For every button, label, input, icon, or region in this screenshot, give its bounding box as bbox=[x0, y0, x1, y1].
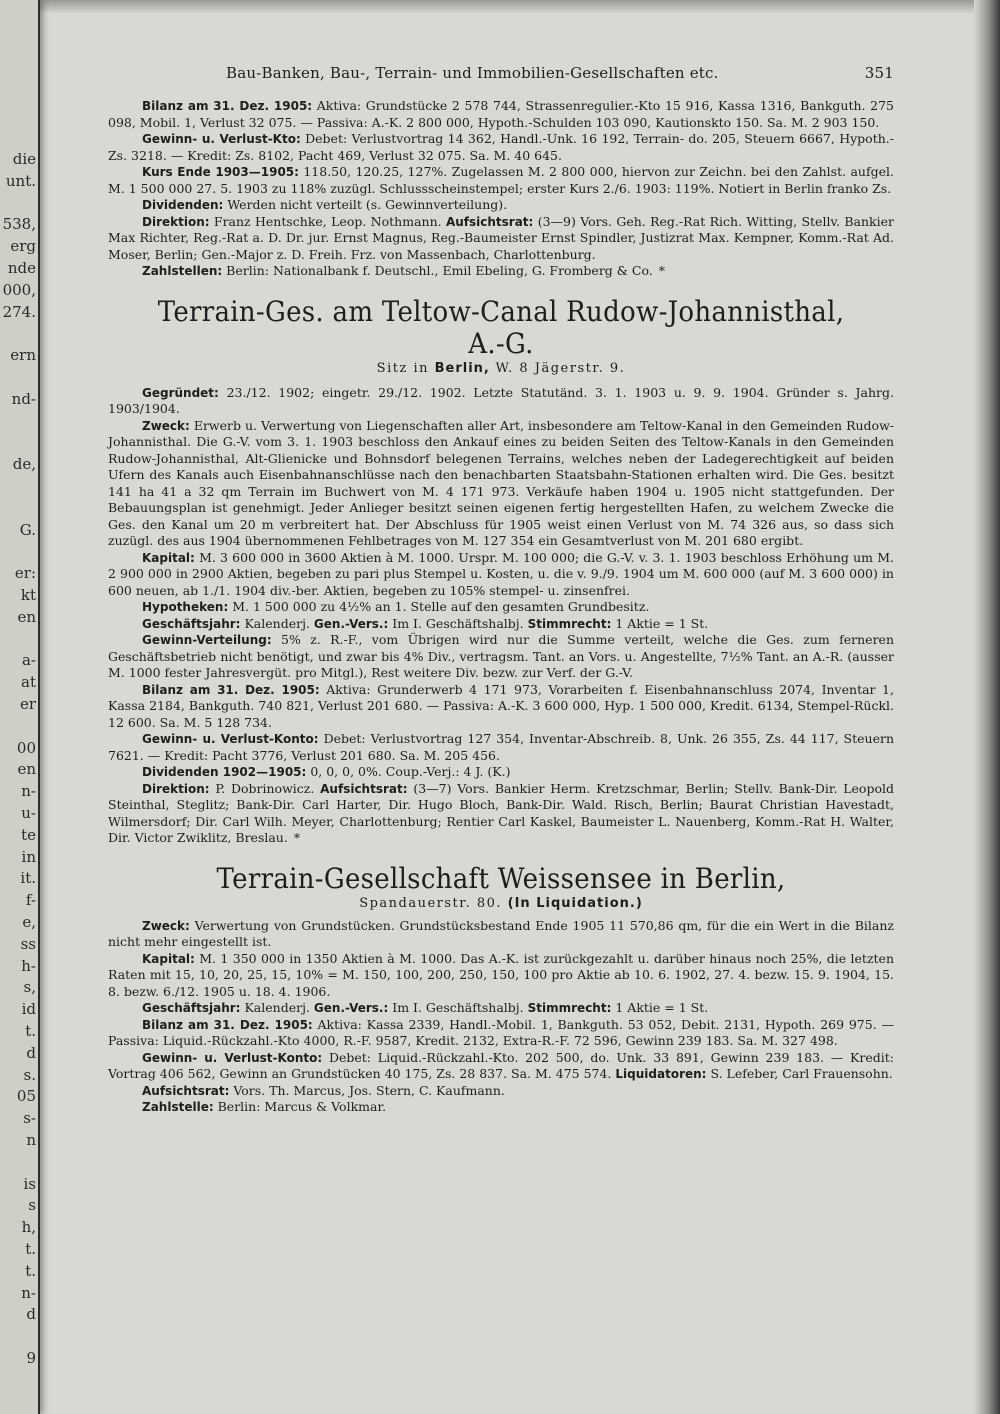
facing-page-fragment: en bbox=[17, 760, 36, 779]
facing-page-fragment: d bbox=[26, 1043, 36, 1062]
facing-page-fragment: erg bbox=[10, 237, 36, 256]
teltow-gegruendet: Gegründet: 23./12. 1902; eingetr. 29./12. 1902. Letzte Statutänd. 3. 1. 1903 u. 9. 9. 1904. Gründer s. Jahrg. 1903/1904. bbox=[108, 384, 894, 416]
facing-page-fragment: u- bbox=[21, 804, 36, 822]
prev-kurs: Kurs Ende 1903—1905: 118.50, 120.25, 127%. Zugelassen M. 2 800 000, hiervon zur Zeichn. bei den Zahlst. aufgel. M. 1 500 000 27. 5. 1903 zu 118% zuzügl. Schlussscheinstempel; erster Kurs 2./6. 1903: 119%. Notiert in Berlin franko Zs. bbox=[108, 164, 894, 196]
weissensee-guv: Gewinn- u. Verlust-Konto: Debet: Liquid.-Rückzahl.-Kto. 202 500, do. Unk. 33 891, Gewinn 239 183. — Kredit: Vortrag 406 562, Gewinn an Grundstücken 40 175, Zs. 28 837. Sa. M. 475 574. Liquidatoren: S. Lefeber, Carl Frauensohn. bbox=[108, 1049, 894, 1081]
facing-page-fragment: unt. bbox=[5, 171, 36, 190]
facing-page-fragment: t. bbox=[25, 1240, 36, 1258]
weissensee-aufsichtsrat: Aufsichtsrat: Vors. Th. Marcus, Jos. Stern, C. Kaufmann. bbox=[142, 1082, 505, 1098]
weissensee-bilanz: Bilanz am 31. Dez. 1905: Aktiva: Kassa 2339, Handl.-Mobil. 1, Bankguth. 53 052, Debit. 2131, Hypoth. 269 975. — Passiva: Liquid.-Rückzahl.-Kto 4000, R.-F. 9587, Kredit. 2132, Extra-R.-F. 72 596, Gewinn 239 183. Sa. M. 327 498. bbox=[108, 1016, 894, 1048]
entry-end-star: * bbox=[658, 263, 665, 278]
facing-page-fragment: h- bbox=[21, 956, 36, 975]
facing-page-fragment: in bbox=[21, 847, 36, 866]
facing-page-fragment: a- bbox=[21, 651, 36, 670]
facing-page-fragment: 000, bbox=[2, 280, 36, 299]
teltow-guv: Gewinn- u. Verlust-Konto: Debet: Verlustvortrag 127 354, Inventar-Abschreib. 8, Unk. 26 355, Zs. 44 117, Steuern 7621. — Kredit: Pacht 3776, Verlust 201 680. Sa. M. 205 456. bbox=[108, 731, 894, 763]
facing-page-fragment: ss bbox=[20, 934, 36, 953]
facing-page-fragment: at bbox=[21, 673, 36, 692]
facing-page-fragment: nde bbox=[7, 259, 36, 277]
teltow-geschaeftsjahr: Geschäftsjahr: Kalenderj. Gen.-Vers.: Im I. Geschäftshalbj. Stimmrecht: 1 Aktie = 1 St. bbox=[142, 615, 709, 631]
prev-direktion: Direktion: Franz Hentschke, Leop. Nothmann. Aufsichtsrat: (3—9) Vors. Geh. Reg.-Rat Rich. Witting, Stellv. Bankier Max Richter, Reg.-Rat a. D. Dr. jur. Ernst Magnus, Reg.-Baumeister Ernst Spindler, Justizrat Max. Kempner, Komm.-Rat Ad. Moser, Berlin; Gen.-Major z. D. Freih. Frz. von Massenbach, Charlottenburg. bbox=[108, 213, 894, 262]
prev-zahlstellen: Zahlstellen: Berlin: Nationalbank f. Deutschl., Emil Ebeling, G. Fromberg & Co. * bbox=[142, 263, 665, 278]
previous-page-edge bbox=[0, 0, 40, 1414]
facing-page-fragment: 9 bbox=[26, 1349, 36, 1367]
facing-page-fragment: n- bbox=[21, 1283, 36, 1302]
facing-page-fragment: e, bbox=[22, 913, 36, 931]
facing-page-fragment: 538, bbox=[2, 215, 36, 234]
prev-guv: Gewinn- u. Verlust-Kto: Debet: Verlustvortrag 14 362, Handl.-Unk. 16 192, Terrain- do. 205, Steuern 6667, Hypoth.-Zs. 3218. — Kredit: Zs. 8102, Pacht 469, Verlust 32 075. Sa. M. 40 645. bbox=[108, 131, 894, 163]
facing-page-fragment: n- bbox=[21, 782, 36, 801]
weissensee-entry bbox=[108, 918, 894, 1116]
prev-bilanz: Bilanz am 31. Dez. 1905: Aktiva: Grundstücke 2 578 744, Strassenregulier.-Kto 15 916, Kassa 1316, Bankguth. 275 098, Mobil. 1, Verlust 32 075. — Passiva: A.-K. 2 800 000, Hypoth.-Schulden 103 090, Kautionskto 150. Sa. M. 2 903 150. bbox=[108, 98, 894, 130]
facing-page-fragment: s- bbox=[23, 1109, 36, 1128]
facing-page-fragment: er bbox=[19, 695, 36, 713]
facing-page-fragment: 05 bbox=[16, 1087, 36, 1106]
page-content bbox=[108, 62, 894, 1116]
weissensee-zahlstelle: Zahlstelle: Berlin: Marcus & Volkmar. bbox=[142, 1099, 387, 1114]
teltow-bilanz: Bilanz am 31. Dez. 1905: Aktiva: Grunderwerb 4 171 973, Vorarbeiten f. Eisenbahnanschluss 2074, Inventar 1, Kassa 2184, Bankguth. 740 821, Verlust 201 680. — Passiva: A.-K. 3 600 000, Hyp. 1 500 000, Kredit. 6134, Stempel-Rückl. 12 600. Sa. M. 5 128 734. bbox=[108, 681, 894, 730]
page-number: 351 bbox=[864, 64, 894, 82]
prev-dividenden: Dividenden: Werden nicht verteilt (s. Gewinnverteilung). bbox=[142, 197, 508, 212]
entry-end-star: * bbox=[293, 830, 301, 845]
facing-page-fragment: t. bbox=[25, 1261, 36, 1280]
running-title: Bau-Banken, Bau-, Terrain- und Immobilien-Gesellschaften etc. bbox=[226, 64, 719, 82]
teltow-zweck: Zweck: Erwerb u. Verwertung von Liegenschaften aller Art, insbesondere am Teltow-Kanal in den Gemeinden Rudow-Johannisthal. Die G.-V. vom 3. 1. 1903 beschloss den Ankauf eines zu beiden Seiten des Teltow-Kanals in den Gemeinden Rudow-Johannisthal, Alt-Glienicke und Bohnsdorf belegenen Terrains, welches neben der Ladegerechtigkeit auf beiden Ufern des Kanals auch Eisenbahnanschlüsse nach den benachbarten Staatsbahn-Stationen erhalten wird. Die Ges. besitzt 141 ha 41 a 32 qm Terrain im Buchwert von M. 4 171 973. Verkäufe haben 1904 u. 1905 nicht stattgefunden. Der Bebauungsplan ist genehmigt. Jeder Anlieger besitzt seinen eigenen fertig hergestellten Hafen, zu welchem Zwecke die Ges. den Kanal um 20 m verbreitert hat. Der Abschluss für 1905 weist einen Verlust von M. 74 326 aus, so dass sich zuzügl. des aus 1904 übernommenen Fehlbetrages von M. 127 354 ein Gesamtverlust von M. 201 680 ergibt. bbox=[108, 417, 894, 548]
facing-page-fragment: G. bbox=[19, 520, 36, 539]
facing-page-fragment: h, bbox=[21, 1218, 36, 1237]
teltow-direktion: Direktion: P. Dobrinowicz. Aufsichtsrat: (3—7) Vors. Bankier Herm. Kretzschmar, Berlin; Stellv. Bank-Dir. Leopold Steinthal, Steglitz; Bank-Dir. Carl Harter, Dir. Hugo Bloch, Bank-Dir. Wald. Risch, Berlin; Baurat Christian Havestadt, Wilmersdorf; Dir. Carl Wilh. Meyer, Charlottenburg; Rentier Carl Kaskel, Baumeister L. Nauenberg, Komm.-Rat H. Walter, Dir. Victor Zwiklitz, Breslau. * bbox=[108, 780, 894, 845]
facing-page-fragment: f- bbox=[25, 891, 36, 910]
previous-entry bbox=[108, 98, 894, 280]
right-edge-shadow bbox=[974, 0, 1000, 1414]
facing-page-fragment: 00 bbox=[16, 738, 36, 757]
top-edge-shadow bbox=[38, 0, 1000, 14]
teltow-title: Terrain-Ges. am Teltow-Canal Rudow-Johannisthal, A.-G. bbox=[157, 294, 845, 360]
facing-page-fragment: s. bbox=[23, 1065, 36, 1084]
facing-page-fragment: de, bbox=[12, 455, 36, 474]
weissensee-seat: Spandauerstr. 80. (In Liquidation.) bbox=[359, 895, 643, 911]
facing-page-fragment: id bbox=[21, 1000, 36, 1019]
teltow-kapital: Kapital: M. 3 600 000 in 3600 Aktien à M. 1000. Urspr. M. 100 000; die G.-V. v. 3. 1. 1903 beschloss Erhöhung um M. 2 900 000 in 2900 Aktien, begeben zu pari plus Stempel u. Kosten, u. die v. 9./9. 1904 um M. 600 000 (auf M. 3 600 000) in 600 neuen, ab 1./1. 1904 div.-ber. Aktien, begeben zu 105% stempel- u. zinsenfrei. bbox=[108, 549, 894, 598]
facing-page-fragment: 274. bbox=[2, 302, 36, 321]
facing-page-fragment: en bbox=[17, 607, 36, 626]
weissensee-geschaeftsjahr: Geschäftsjahr: Kalenderj. Gen.-Vers.: Im I. Geschäftshalbj. Stimmrecht: 1 Aktie = 1 St. bbox=[142, 1000, 709, 1015]
teltow-gewinnverteilung: Gewinn-Verteilung: 5% z. R.-F., vom Übrigen wird nur die Summe verteilt, welche die Ges. zum ferneren Geschäftsbetrieb nicht benötigt, und zwar bis 4% Div., vertragsm. Tant. an Vors. u. Angestellte, 7½% Tant. an A.-R. (ausser M. 1000 fester Jahresvergüt. pro Mitgl.), Rest weitere Div. bezw. zur Verf. der G.-V. bbox=[108, 632, 894, 680]
weissensee-zweck: Zweck: Verwertung von Grundstücken. Grundstücksbestand Ende 1905 11 570,86 qm, für die ein Wert in die Bilanz nicht mehr eingestellt ist. bbox=[108, 917, 894, 949]
teltow-entry bbox=[108, 385, 894, 847]
facing-page-fragment: te bbox=[21, 825, 36, 844]
facing-page-fragment: n bbox=[26, 1131, 36, 1149]
weissensee-title: Terrain-Gesellschaft Weissensee in Berlin, bbox=[216, 861, 786, 895]
teltow-hypotheken: Hypotheken: M. 1 500 000 zu 4½% an 1. Stelle auf den gesamten Grundbesitz. bbox=[142, 599, 650, 614]
facing-page-fragment: d bbox=[26, 1305, 36, 1324]
facing-page-fragment: s, bbox=[23, 978, 36, 997]
facing-page-fragment: is bbox=[23, 1174, 36, 1193]
facing-page-fragment: die bbox=[12, 150, 36, 168]
teltow-seat: Sitz in Berlin, W. 8 Jägerstr. 9. bbox=[376, 360, 626, 376]
facing-page-fragment: ern bbox=[10, 346, 36, 365]
weissensee-kapital: Kapital: M. 1 350 000 in 1350 Aktien à M. 1000. Das A.-K. ist zurückgezahlt u. darüber hinaus noch 25%, die letzten Raten mit 15, 10, 20, 25, 15, 10% = M. 150, 100, 200, 250, 150, 100 pro Aktie ab 10. 6. 1902, 27. 4. bezw. 15. 9. 1904, 15. 8. bezw. 6./12. 1905 u. 18. 4. 1906. bbox=[108, 950, 894, 999]
teltow-dividenden: Dividenden 1902—1905: 0, 0, 0, 0%. Coup.-Verj.: 4 J. (K.) bbox=[142, 764, 511, 779]
facing-page-fragment: s bbox=[28, 1196, 36, 1215]
facing-page-fragment: kt bbox=[20, 586, 36, 604]
facing-page-fragment: it. bbox=[20, 869, 36, 888]
facing-page-fragment: nd- bbox=[11, 389, 36, 408]
facing-page-fragment: t. bbox=[25, 1022, 36, 1040]
running-head bbox=[108, 62, 894, 84]
facing-page-fragment: er: bbox=[14, 564, 36, 583]
